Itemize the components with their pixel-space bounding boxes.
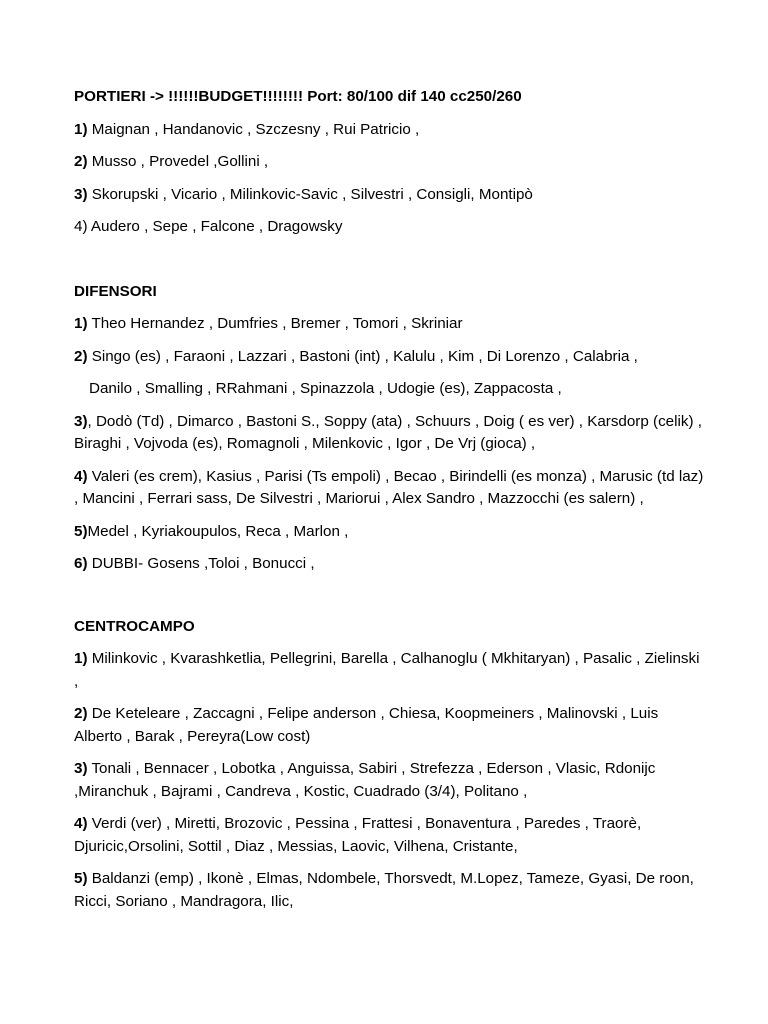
row-text: De Keteleare , Zaccagni , Felipe anderson , Chiesa, Koopmeiners , Malinovski , Luis Alberto , Barak , Pereyra(Low cost) [74,705,659,745]
portieri-row-2 [74,151,704,174]
difensori-row-2 [74,346,704,369]
difensori-row-5 [74,521,704,544]
portieri-heading: PORTIERI -> !!!!!!BUDGET!!!!!!!! Port: 80/100 dif 140 cc250/260 [74,88,522,105]
portieri-row-1 [74,119,704,142]
row-text: Verdi (ver) , Miretti, Brozovic , Pessina , Frattesi , Bonaventura , Paredes , Traorè, Djuricic,Orsolini, Sottil , Diaz , Messias, Laovic, Vilhena, Cristante, [74,815,642,855]
portieri-row-3 [74,184,704,207]
row-text: Maignan , Handanovic , Szczesny , Rui Patricio , [87,120,420,138]
row-number: 3) [74,412,88,430]
row-text: Tonali , Bennacer , Lobotka , Anguissa, Sabiri , Strefezza , Ederson , Vlasic, Rdonijc ,Miranchuk , Bajrami , Candreva , Kostic, Cuadrado (3/4), Politano , [74,760,656,800]
centrocampo-row-2 [74,703,704,748]
document-body [74,86,704,923]
centrocampo-row-5 [74,868,704,913]
difensori-row-6 [74,553,704,576]
difensori-row-2-continued [74,378,704,401]
difensori-row-3 [74,411,704,456]
centrocampo-heading: CENTROCAMPO [74,617,195,635]
row-text: Medel , Kyriakoupulos, Reca , Marlon , [87,522,349,540]
centrocampo-row-4 [74,813,704,858]
row-number: 1) [74,120,88,138]
row-text: Danilo , Smalling , RRahmani , Spinazzola , Udogie (es), Zappacosta , [89,380,562,397]
row-number: 3) [74,185,88,203]
row-number: 6) [74,555,88,572]
row-text: Singo (es) , Faraoni , Lazzari , Bastoni (int) , Kalulu , Kim , Di Lorenzo , Calabria , [87,347,638,365]
row-text: 4) Audero , Sepe , Falcone , Dragowsky [74,218,343,235]
row-text: Baldanzi (emp) , Ikonè , Elmas, Ndombele, Thorsvedt, M.Lopez, Tameze, Gyasi, De roon, Ricci, Soriano , Mandragora, Ilic, [74,870,694,910]
row-text: , Dodò (Td) , Dimarco , Bastoni S., Soppy (ata) , Schuurs , Doig ( es ver) , Karsdorp (celik) , Biraghi , Vojvoda (es), Romagnoli , Milenkovic , Igor , De Vrj (gioca) , [74,412,702,452]
row-number: 2) [74,347,88,365]
row-number: 5) [74,522,88,540]
row-number: 2) [74,153,88,170]
row-text: Skorupski , Vicario , Milinkovic-Savic , Silvestri , Consigli, Montipò [87,185,533,203]
row-number: 3) [74,760,88,777]
row-text: DUBBI- Gosens ,Toloi , Bonucci , [87,555,315,572]
portieri-row-4 [74,216,704,239]
centrocampo-row-1 [74,648,704,693]
row-number: 1) [74,315,88,332]
centrocampo-row-3 [74,758,704,803]
row-number: 4) [74,815,88,832]
row-text: Theo Hernandez , Dumfries , Bremer , Tomori , Skriniar [87,315,463,332]
row-number: 4) [74,467,88,485]
row-text: Milinkovic , Kvarashketlia, Pellegrini, Barella , Calhanoglu ( Mkhitaryan) , Pasalic , Zielinski , [74,650,700,690]
row-number: 1) [74,650,88,667]
difensori-heading: DIFENSORI [74,282,157,300]
row-number: 2) [74,705,88,722]
difensori-row-1 [74,313,704,336]
row-text: Musso , Provedel ,Gollini , [87,153,269,170]
difensori-row-4 [74,466,704,511]
row-text: Valeri (es crem), Kasius , Parisi (Ts empoli) , Becao , Birindelli (es monza) , Marusic (td laz) , Mancini , Ferrari sass, De Silvestri , Mariorui , Alex Sandro , Mazzocchi (es salern) , [74,467,704,507]
row-number: 5) [74,870,88,887]
